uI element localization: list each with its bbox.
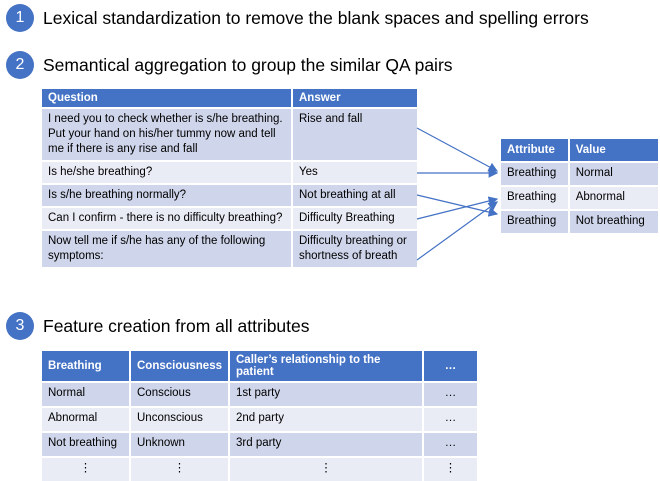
- feature-cell: Conscious: [130, 382, 229, 407]
- feature-cell: 1st party: [229, 382, 423, 407]
- qa-answer-cell: Difficulty Breathing: [292, 207, 417, 230]
- feature-row: [42, 382, 477, 407]
- feature-cell: ⋮: [229, 457, 423, 481]
- feature-row: [42, 432, 477, 457]
- feature-header-relationship: Caller’s relationship to the patient: [229, 351, 423, 382]
- feature-header-row: [42, 351, 477, 382]
- attr-attribute-cell: Breathing: [501, 210, 569, 233]
- feature-header-consciousness: Consciousness: [130, 351, 229, 382]
- feature-cell: 3rd party: [229, 432, 423, 457]
- feature-cell: …: [423, 407, 477, 432]
- feature-cell: Normal: [42, 382, 130, 407]
- feature-table: [42, 351, 477, 481]
- feature-cell: ⋮: [130, 457, 229, 481]
- feature-cell: ⋮: [423, 457, 477, 481]
- feature-row: [42, 407, 477, 432]
- attr-value-cell: Not breathing: [569, 210, 658, 233]
- attr-attribute-cell: Breathing: [501, 162, 569, 186]
- feature-cell: …: [423, 382, 477, 407]
- step-3-text: Feature creation from all attributes: [43, 315, 310, 336]
- qa-answer-cell: Rise and fall: [292, 108, 417, 161]
- qa-question-cell: Now tell me if s/he has any of the following symptoms:: [42, 230, 292, 267]
- feature-cell: …: [423, 432, 477, 457]
- attr-header-attribute: Attribute: [501, 139, 569, 162]
- qa-header-answer: Answer: [292, 89, 417, 108]
- feature-cell: Abnormal: [42, 407, 130, 432]
- arrow-difficulty-to-abnormal: [417, 199, 497, 219]
- feature-cell: 2nd party: [229, 407, 423, 432]
- step-3-badge: 3: [6, 312, 34, 340]
- arrow-shortness-to-abnormal: [417, 202, 497, 260]
- step-1-text: Lexical standardization to remove the blank spaces and spelling errors: [43, 7, 589, 28]
- attr-header-value: Value: [569, 139, 658, 162]
- feature-cell: ⋮: [42, 457, 130, 481]
- feature-header-breathing: Breathing: [42, 351, 130, 382]
- feature-cell: Unknown: [130, 432, 229, 457]
- step-2-text: Semantical aggregation to group the similar QA pairs: [43, 54, 453, 75]
- qa-answer-cell: Difficulty breathing or shortness of breath: [292, 230, 417, 267]
- attr-attribute-cell: Breathing: [501, 186, 569, 210]
- step-1-badge: 1: [6, 4, 34, 32]
- qa-answer-cell: Not breathing at all: [292, 184, 417, 207]
- qa-question-cell: Is he/she breathing?: [42, 161, 292, 184]
- feature-cell: Unconscious: [130, 407, 229, 432]
- feature-cell: Not breathing: [42, 432, 130, 457]
- step-2-badge: 2: [6, 51, 34, 79]
- qa-question-cell: Can I confirm - there is no difficulty breathing?: [42, 207, 292, 230]
- feature-row: [42, 457, 477, 481]
- feature-header-more: …: [423, 351, 477, 382]
- qa-answer-cell: Yes: [292, 161, 417, 184]
- arrow-rise-and-fall-to-normal: [417, 128, 497, 171]
- qa-header-question: Question: [42, 89, 292, 108]
- attr-value-cell: Normal: [569, 162, 658, 186]
- qa-question-cell: I need you to check whether is s/he breathing. Put your hand on his/her tummy now and tell me if there is any rise and fall: [42, 108, 292, 161]
- qa-question-cell: Is s/he breathing normally?: [42, 184, 292, 207]
- attr-value-cell: Abnormal: [569, 186, 658, 210]
